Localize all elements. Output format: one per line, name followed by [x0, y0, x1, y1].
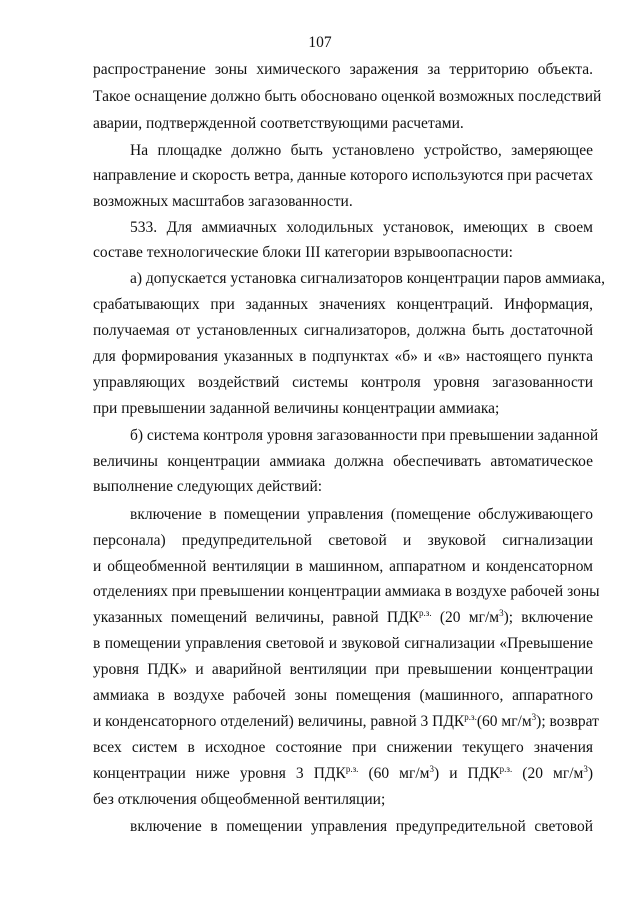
superscript: р.з. — [419, 608, 432, 618]
text-line: без отключения общеобменной вентиляции; — [93, 791, 386, 808]
text-line — [93, 764, 593, 784]
text-line: персонала) предупредительной световой и звуковой сигнализации — [93, 532, 593, 549]
text-fragment: концентрации ниже уровня 3 ПДК — [93, 765, 346, 782]
text-line: включение в помещении управления (помещение обслуживающего — [130, 506, 593, 523]
text-line: при превышении заданной величины концентрации аммиака; — [93, 400, 500, 417]
superscript: 3 — [531, 712, 537, 722]
text-line: а) допускается установка сигнализаторов концентрации паров аммиака, — [130, 270, 605, 287]
text-line: б) система контроля уровня загазованности при превышении заданной — [130, 427, 599, 444]
text-line: в помещении управления световой и звуковой сигнализации «Превышение — [93, 635, 593, 652]
text-line: 533. Для аммиачных холодильных установок, имеющих в своем — [130, 219, 593, 236]
superscript: 3 — [583, 764, 588, 774]
text-line: Такое оснащение должно быть обосновано оценкой возможных последствий — [93, 88, 602, 105]
text-line — [93, 608, 593, 628]
text-line: величины концентрации аммиака должна обеспечивать автоматическое — [93, 453, 593, 470]
superscript: 3 — [429, 764, 434, 774]
text-line: аммиака в воздухе рабочей зоны помещения (машинного, аппаратного — [93, 687, 593, 704]
text-fragment: ) и ПДК — [433, 765, 500, 782]
text-line: возможных масштабов загазованности. — [93, 193, 353, 210]
text-fragment: (20 мг/м — [431, 609, 500, 626]
text-line: управляющих воздействий системы контроля уровня загазованности — [93, 374, 593, 391]
text-line: отделениях при превышении концентрации аммиака в воздухе рабочей зоны — [93, 583, 600, 600]
page-number: 107 — [308, 34, 332, 51]
text-fragment: указанных помещений величины, равной ПДК — [93, 609, 420, 626]
superscript: р.з. — [464, 712, 477, 722]
text-line: и общеобменной вентиляции в машинном, аппаратном и конденсаторном — [93, 558, 593, 575]
text-line: направление и скорость ветра, данные которого используются при расчетах — [93, 167, 593, 184]
text-line: аварии, подтвержденной соответствующими расчетами. — [93, 115, 464, 132]
text-line: На площадке должно быть установлено устройство, замеряющее — [130, 142, 593, 159]
text-line: всех систем в исходное состояние при снижении текущего значения — [93, 739, 593, 756]
text-line: выполнение следующих действий: — [93, 478, 323, 495]
text-line: уровня ПДК» и аварийной вентиляции при превышении концентрации — [93, 661, 593, 678]
text-fragment: и конденсаторного отделений) величины, равной 3 ПДК — [93, 713, 465, 730]
text-fragment: ) — [587, 765, 593, 782]
superscript: р.з. — [499, 764, 513, 774]
text-fragment: (60 мг/м — [476, 713, 532, 730]
superscript: р.з. — [345, 764, 359, 774]
text-fragment: (20 мг/м — [512, 765, 584, 782]
text-line: получаемая от установленных сигнализаторов, должна быть достаточной — [93, 322, 593, 339]
text-line: срабатывающих при заданных значениях концентраций. Информация, — [93, 296, 593, 313]
text-line: распространение зоны химического заражения за территорию объекта. — [93, 61, 593, 78]
text-fragment: ); включение — [503, 609, 594, 626]
superscript: 3 — [499, 608, 504, 618]
text-fragment: ); возврат — [536, 713, 599, 730]
text-line: составе технологические блоки III категории взрывоопасности: — [93, 244, 513, 261]
text-line — [93, 712, 599, 732]
text-line: для формирования указанных в подпунктах «б» и «в» настоящего пункта — [93, 348, 593, 365]
text-line: включение в помещении управления предупредительной световой — [130, 818, 593, 835]
text-fragment: (60 мг/м — [358, 765, 430, 782]
